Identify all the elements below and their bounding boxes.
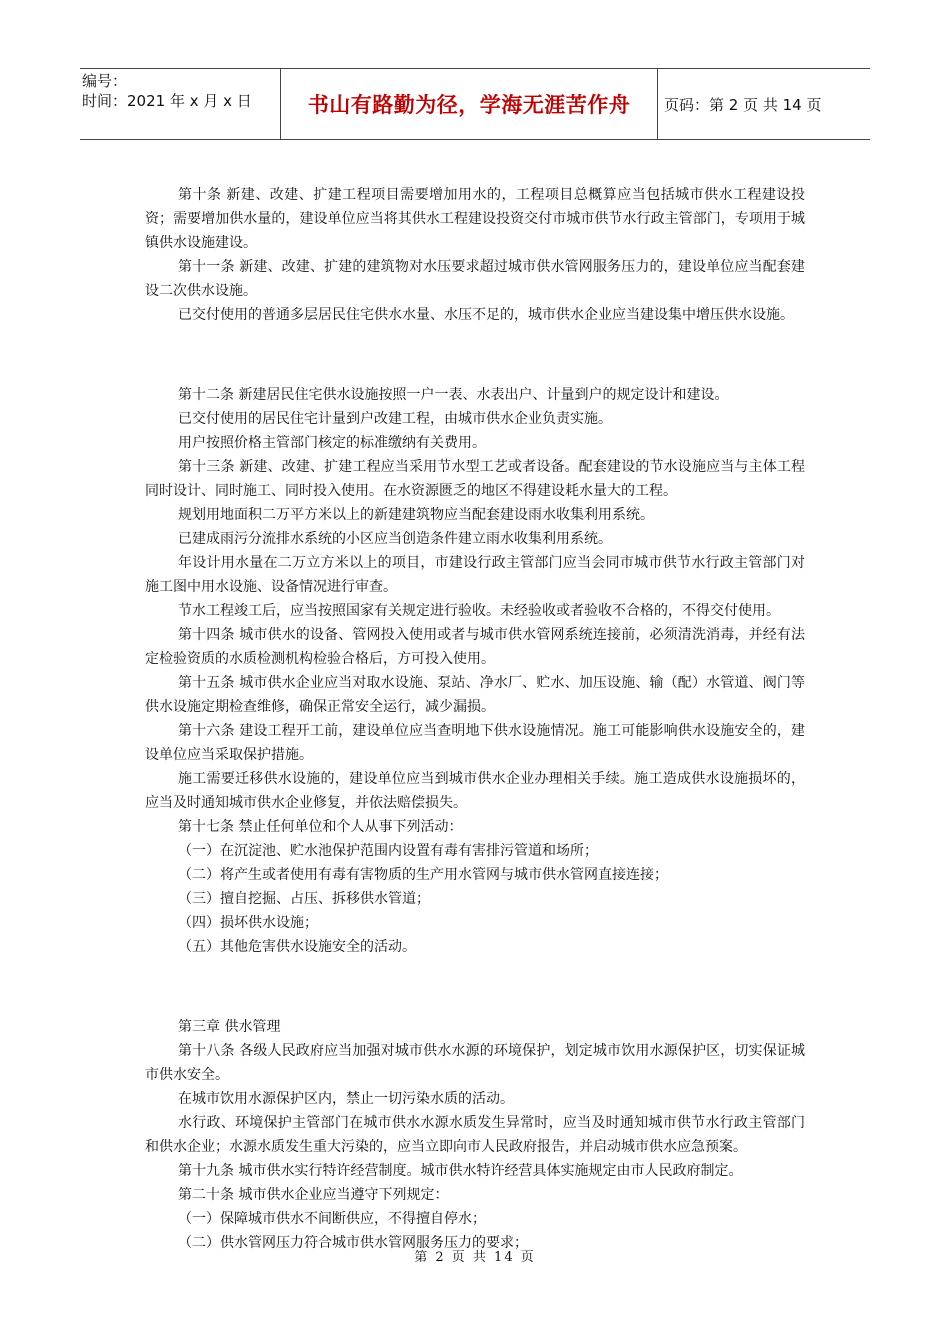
paragraph: （五）其他危害供水设施安全的活动。 [178, 939, 416, 955]
paragraph: 第十一条 新建、改建、扩建的建筑物对水压要求超过城市供水管网服务压力的，建设单位应当配套建设二次供水设施。 [145, 259, 805, 299]
paragraph: 已交付使用的普通多层居民住宅供水水量、水压不足的，城市供水企业应当建设集中增压供水设施。 [178, 307, 794, 323]
header-page-info: 页码：第 2 页 共 14 页 [664, 95, 822, 114]
page-footer: 第 2 页 共 14 页 [414, 1250, 536, 1265]
paragraph: 第二十条 城市供水企业应当遵守下列规定： [178, 1187, 449, 1203]
document-number-label: 编号： [82, 72, 128, 90]
paragraph: 第十七条 禁止任何单位和个人从事下列活动： [178, 819, 463, 835]
paragraph: 第十九条 城市供水实行特许经营制度。城市供水特许经营具体实施规定由市人民政府制定。 [178, 1163, 743, 1179]
chapter-heading: 第三章 供水管理 [178, 1019, 281, 1035]
paragraph: （二）将产生或者使用有毒有害物质的生产用水管网与城市供水管网直接连接； [178, 867, 668, 883]
paragraph: 第十六条 建设工程开工前，建设单位应当查明地下供水设施情况。施工可能影响供水设施安全的，建设单位应当采取保护措施。 [145, 723, 805, 763]
paragraph: 在城市饮用水源保护区内，禁止一切污染水质的活动。 [178, 1091, 514, 1107]
paragraph: （二）供水管网压力符合城市供水管网服务压力的要求； [178, 1235, 528, 1251]
header-motto: 书山有路勤为径，学海无涯苦作舟 [280, 69, 658, 139]
header-meta [80, 69, 280, 139]
paragraph: 施工需要迁移供水设施的，建设单位应当到城市供水企业办理相关手续。施工造成供水设施损坏的，应当及时通知城市供水企业修复，并依法赔偿损失。 [145, 771, 805, 811]
page-header [80, 68, 870, 140]
paragraph: 第十三条 新建、改建、扩建工程应当采用节水型工艺或者设备。配套建设的节水设施应当与主体工程同时设计、同时施工、同时投入使用。在水资源匮乏的地区不得建设耗水量大的工程。 [145, 459, 805, 499]
paragraph: 第十二条 新建居民住宅供水设施按照一户一表、水表出户、计量到户的规定设计和建设。 [178, 387, 729, 403]
paragraph: 第十条 新建、改建、扩建工程项目需要增加用水的，工程项目总概算应当包括城市供水工程建设投资；需要增加供水量的，建设单位应当将其供水工程建设投资交付市城市供节水行政主管部门，专项用于城镇供水设施建设。 [145, 187, 805, 251]
paragraph: 用户按照价格主管部门核定的标准缴纳有关费用。 [178, 435, 486, 451]
paragraph: 节水工程竣工后，应当按照国家有关规定进行验收。未经验收或者验收不合格的，不得交付使用。 [178, 603, 780, 619]
paragraph: 规划用地面积二万平方米以上的新建建筑物应当配套建设雨水收集利用系统。 [178, 507, 654, 523]
paragraph: （一）在沉淀池、贮水池保护范围内设置有毒有害排污管道和场所； [178, 843, 598, 859]
paragraph: （三）擅自挖掘、占压、拆移供水管道； [178, 891, 430, 907]
paragraph: （四）损坏供水设施； [178, 915, 318, 931]
paragraph: 年设计用水量在二万立方米以上的项目，市建设行政主管部门应当会同市城市供节水行政主管部门对施工图中用水设施、设备情况进行审查。 [145, 555, 805, 595]
paragraph: 已建成雨污分流排水系统的小区应当创造条件建立雨水收集利用系统。 [178, 531, 612, 547]
paragraph: 水行政、环境保护主管部门在城市供水水源水质发生异常时，应当及时通知城市供节水行政主管部门和供水企业；水源水质发生重大污染的，应当立即向市人民政府报告，并启动城市供水应急预案。 [145, 1115, 805, 1155]
paragraph: 第十五条 城市供水企业应当对取水设施、泵站、净水厂、贮水、加压设施、输（配）水管道、阀门等供水设施定期检查维修，确保正常安全运行，减少漏损。 [145, 675, 805, 715]
paragraph: （一）保障城市供水不间断供应，不得擅自停水； [178, 1211, 486, 1227]
paragraph: 第十八条 各级人民政府应当加强对城市供水水源的环境保护，划定城市饮用水源保护区，切实保证城市供水安全。 [145, 1043, 805, 1083]
paragraph: 已交付使用的居民住宅计量到户改建工程，由城市供水企业负责实施。 [178, 411, 612, 427]
paragraph-spacer [145, 975, 805, 999]
document-date-label: 时间：2021 年 x 月 x 日 [82, 92, 252, 110]
paragraph-spacer [145, 343, 805, 367]
document-body [145, 183, 805, 1255]
paragraph: 第十四条 城市供水的设备、管网投入使用或者与城市供水管网系统连接前，必须清洗消毒，并经有法定检验资质的水质检测机构检验合格后，方可投入使用。 [145, 627, 805, 667]
